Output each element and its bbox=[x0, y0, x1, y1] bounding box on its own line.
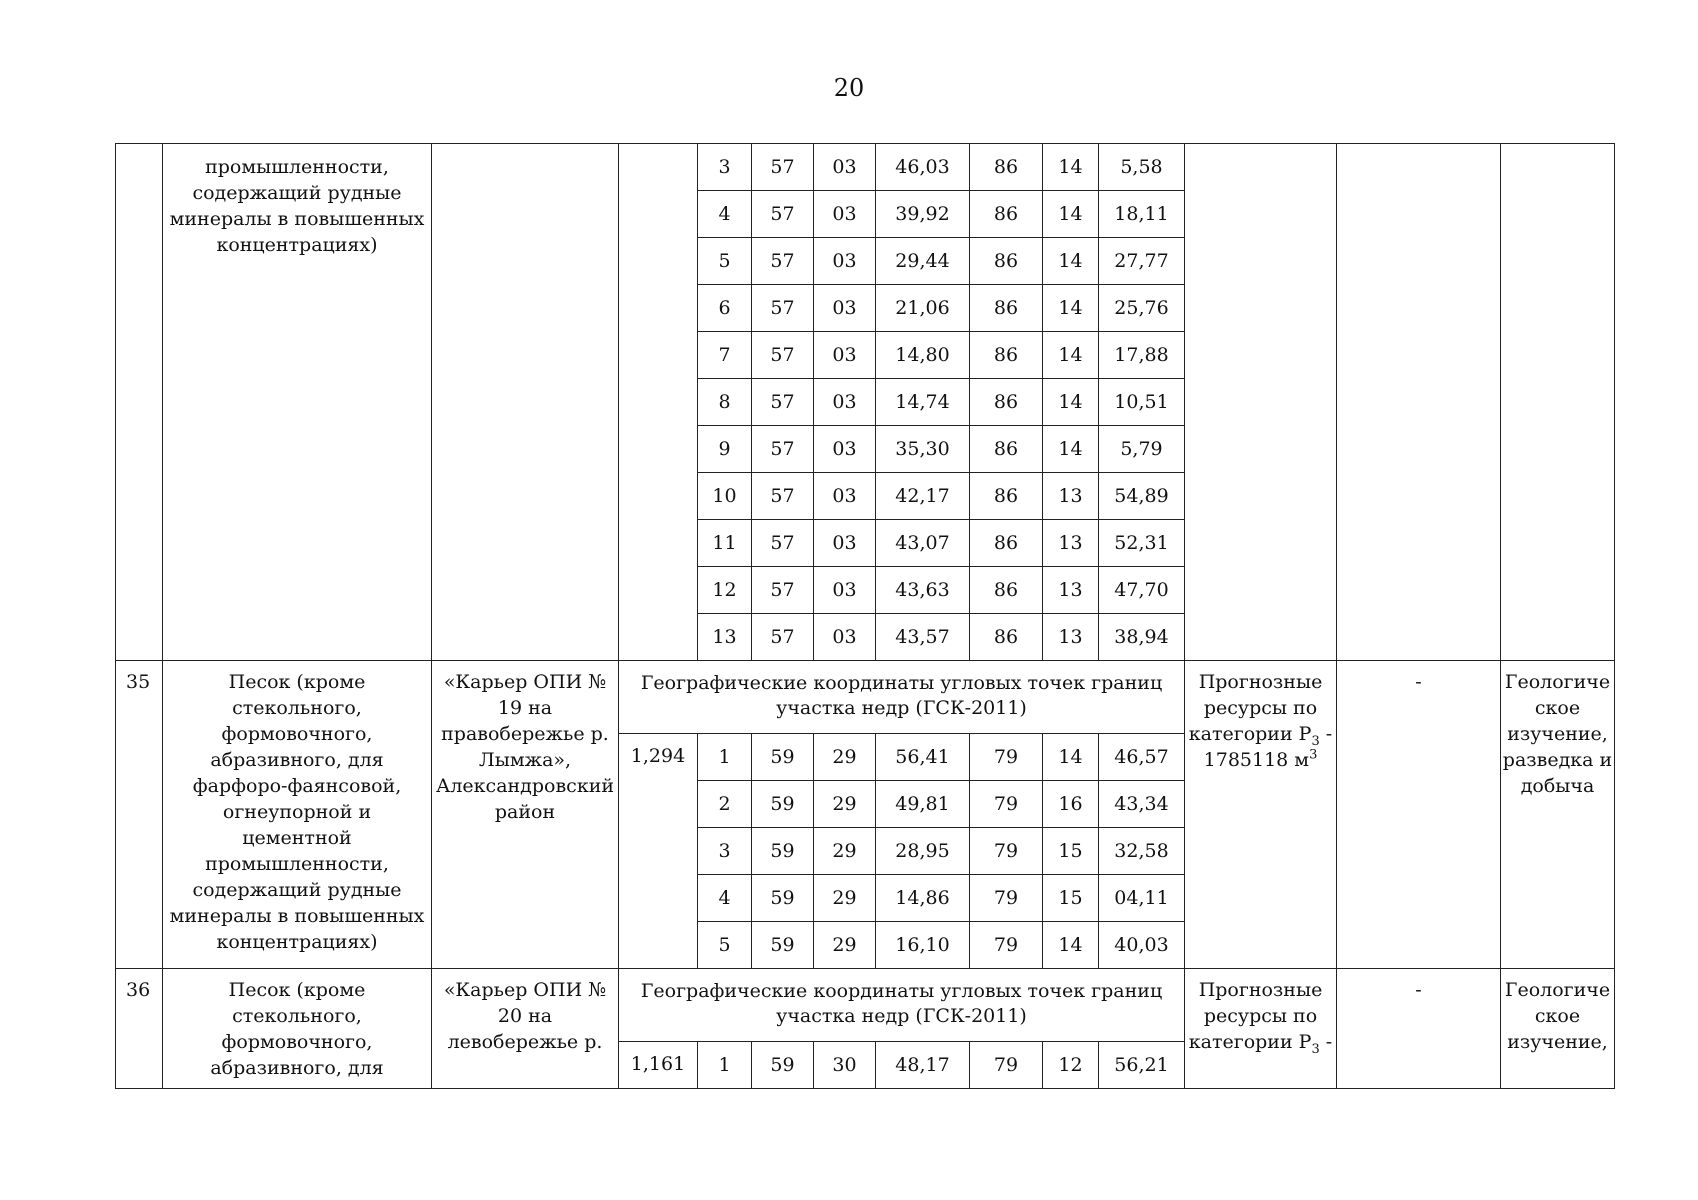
longitude-minutes-cell: 14 bbox=[1043, 426, 1099, 473]
mineral-cell: Песок (кроме стекольного, формовочного, абразивного, для bbox=[163, 969, 432, 1089]
longitude-minutes-cell: 12 bbox=[1043, 1042, 1099, 1089]
latitude-minutes-cell: 29 bbox=[814, 828, 876, 875]
table-body bbox=[116, 144, 1615, 1089]
coordinates-header-cell: Географические координаты угловых точек границ участка недр (ГСК-2011) bbox=[619, 661, 1185, 734]
latitude-seconds-cell: 16,10 bbox=[876, 922, 970, 969]
longitude-minutes-cell: 14 bbox=[1043, 332, 1099, 379]
longitude-degrees-cell: 86 bbox=[970, 285, 1043, 332]
table-row bbox=[116, 661, 1615, 734]
longitude-degrees-cell: 86 bbox=[970, 567, 1043, 614]
latitude-degrees-cell: 59 bbox=[752, 781, 814, 828]
longitude-degrees-cell: 86 bbox=[970, 144, 1043, 191]
latitude-degrees-cell: 57 bbox=[752, 614, 814, 661]
longitude-seconds-cell: 04,11 bbox=[1099, 875, 1185, 922]
latitude-degrees-cell: 57 bbox=[752, 520, 814, 567]
latitude-seconds-cell: 43,63 bbox=[876, 567, 970, 614]
resources-text: Прогнозные ресурсы по категории P bbox=[1188, 671, 1323, 745]
license-cell bbox=[1337, 144, 1501, 661]
mineral-sites-table bbox=[115, 143, 1615, 1089]
latitude-seconds-cell: 21,06 bbox=[876, 285, 970, 332]
latitude-seconds-cell: 46,03 bbox=[876, 144, 970, 191]
latitude-minutes-cell: 03 bbox=[814, 520, 876, 567]
resources-text: Прогнозные ресурсы по категории P bbox=[1188, 979, 1323, 1053]
latitude-minutes-cell: 30 bbox=[814, 1042, 876, 1089]
latitude-degrees-cell: 57 bbox=[752, 379, 814, 426]
license-cell: - bbox=[1337, 661, 1501, 969]
latitude-minutes-cell: 29 bbox=[814, 922, 876, 969]
longitude-degrees-cell: 79 bbox=[970, 828, 1043, 875]
longitude-degrees-cell: 79 bbox=[970, 922, 1043, 969]
latitude-seconds-cell: 14,86 bbox=[876, 875, 970, 922]
longitude-degrees-cell: 86 bbox=[970, 332, 1043, 379]
point-number-cell: 7 bbox=[698, 332, 752, 379]
latitude-minutes-cell: 03 bbox=[814, 332, 876, 379]
longitude-degrees-cell: 79 bbox=[970, 1042, 1043, 1089]
longitude-seconds-cell: 25,76 bbox=[1099, 285, 1185, 332]
longitude-minutes-cell: 16 bbox=[1043, 781, 1099, 828]
longitude-minutes-cell: 13 bbox=[1043, 614, 1099, 661]
latitude-degrees-cell: 59 bbox=[752, 922, 814, 969]
longitude-minutes-cell: 14 bbox=[1043, 144, 1099, 191]
longitude-seconds-cell: 56,21 bbox=[1099, 1042, 1185, 1089]
resources-cell bbox=[1185, 661, 1337, 969]
purpose-cell: Геологиче ское изучение, разведка и добыча bbox=[1501, 661, 1615, 969]
longitude-seconds-cell: 46,57 bbox=[1099, 734, 1185, 781]
coordinates-header-cell: Географические координаты угловых точек границ участка недр (ГСК-2011) bbox=[619, 969, 1185, 1042]
longitude-seconds-cell: 5,58 bbox=[1099, 144, 1185, 191]
mineral-cell: Песок (кроме стекольного, формовочного, абразивного, для фарфоро-фаянсовой, огнеупорной и цементной промышленности, содержащий рудные минералы в повышенных концентрациях) bbox=[163, 661, 432, 969]
latitude-seconds-cell: 56,41 bbox=[876, 734, 970, 781]
longitude-degrees-cell: 79 bbox=[970, 875, 1043, 922]
latitude-degrees-cell: 57 bbox=[752, 144, 814, 191]
longitude-seconds-cell: 10,51 bbox=[1099, 379, 1185, 426]
longitude-seconds-cell: 54,89 bbox=[1099, 473, 1185, 520]
table-row bbox=[116, 969, 1615, 1042]
latitude-minutes-cell: 03 bbox=[814, 426, 876, 473]
latitude-minutes-cell: 03 bbox=[814, 238, 876, 285]
latitude-minutes-cell: 29 bbox=[814, 875, 876, 922]
resources-cell bbox=[1185, 969, 1337, 1089]
latitude-seconds-cell: 49,81 bbox=[876, 781, 970, 828]
point-number-cell: 9 bbox=[698, 426, 752, 473]
latitude-minutes-cell: 03 bbox=[814, 473, 876, 520]
purpose-cell: Геологиче ское изучение, bbox=[1501, 969, 1615, 1089]
site-cell bbox=[432, 144, 619, 661]
point-number-cell: 10 bbox=[698, 473, 752, 520]
longitude-degrees-cell: 79 bbox=[970, 781, 1043, 828]
latitude-degrees-cell: 57 bbox=[752, 567, 814, 614]
latitude-seconds-cell: 42,17 bbox=[876, 473, 970, 520]
point-number-cell: 13 bbox=[698, 614, 752, 661]
longitude-degrees-cell: 86 bbox=[970, 191, 1043, 238]
latitude-seconds-cell: 28,95 bbox=[876, 828, 970, 875]
license-cell: - bbox=[1337, 969, 1501, 1089]
point-number-cell: 1 bbox=[698, 1042, 752, 1089]
longitude-seconds-cell: 17,88 bbox=[1099, 332, 1185, 379]
longitude-seconds-cell: 43,34 bbox=[1099, 781, 1185, 828]
latitude-degrees-cell: 57 bbox=[752, 473, 814, 520]
point-number-cell: 5 bbox=[698, 922, 752, 969]
longitude-seconds-cell: 5,79 bbox=[1099, 426, 1185, 473]
longitude-minutes-cell: 13 bbox=[1043, 567, 1099, 614]
latitude-degrees-cell: 57 bbox=[752, 191, 814, 238]
area-cell: 1,161 bbox=[619, 1042, 698, 1089]
latitude-minutes-cell: 03 bbox=[814, 191, 876, 238]
latitude-degrees-cell: 57 bbox=[752, 426, 814, 473]
latitude-minutes-cell: 29 bbox=[814, 734, 876, 781]
longitude-degrees-cell: 86 bbox=[970, 426, 1043, 473]
unit-superscript: 3 bbox=[1309, 747, 1318, 763]
site-cell: «Карьер ОПИ № 19 на правобережье р. Лымжа», Александровский район bbox=[432, 661, 619, 969]
point-number-cell: 1 bbox=[698, 734, 752, 781]
latitude-degrees-cell: 59 bbox=[752, 734, 814, 781]
longitude-degrees-cell: 79 bbox=[970, 734, 1043, 781]
entry-number-cell bbox=[116, 144, 163, 661]
area-cell: 1,294 bbox=[619, 734, 698, 969]
longitude-minutes-cell: 14 bbox=[1043, 922, 1099, 969]
mineral-cell: промышленности, содержащий рудные минералы в повышенных концентрациях) bbox=[163, 144, 432, 661]
entry-number-cell: 36 bbox=[116, 969, 163, 1089]
latitude-seconds-cell: 43,07 bbox=[876, 520, 970, 567]
longitude-minutes-cell: 13 bbox=[1043, 473, 1099, 520]
entry-number-cell: 35 bbox=[116, 661, 163, 969]
latitude-degrees-cell: 59 bbox=[752, 1042, 814, 1089]
latitude-degrees-cell: 57 bbox=[752, 285, 814, 332]
category-subscript: 3 bbox=[1311, 1041, 1320, 1057]
latitude-minutes-cell: 03 bbox=[814, 614, 876, 661]
longitude-minutes-cell: 14 bbox=[1043, 285, 1099, 332]
longitude-minutes-cell: 15 bbox=[1043, 875, 1099, 922]
point-number-cell: 5 bbox=[698, 238, 752, 285]
page-number: 20 bbox=[833, 74, 865, 102]
longitude-minutes-cell: 14 bbox=[1043, 379, 1099, 426]
latitude-seconds-cell: 14,80 bbox=[876, 332, 970, 379]
site-cell: «Карьер ОПИ № 20 на левобережье р. bbox=[432, 969, 619, 1089]
longitude-minutes-cell: 14 bbox=[1043, 238, 1099, 285]
longitude-degrees-cell: 86 bbox=[970, 379, 1043, 426]
longitude-minutes-cell: 15 bbox=[1043, 828, 1099, 875]
longitude-degrees-cell: 86 bbox=[970, 238, 1043, 285]
longitude-seconds-cell: 27,77 bbox=[1099, 238, 1185, 285]
longitude-seconds-cell: 47,70 bbox=[1099, 567, 1185, 614]
longitude-minutes-cell: 14 bbox=[1043, 191, 1099, 238]
longitude-seconds-cell: 32,58 bbox=[1099, 828, 1185, 875]
longitude-degrees-cell: 86 bbox=[970, 614, 1043, 661]
latitude-degrees-cell: 57 bbox=[752, 238, 814, 285]
latitude-minutes-cell: 03 bbox=[814, 379, 876, 426]
resources-cell bbox=[1185, 144, 1337, 661]
latitude-degrees-cell: 59 bbox=[752, 828, 814, 875]
point-number-cell: 2 bbox=[698, 781, 752, 828]
point-number-cell: 4 bbox=[698, 875, 752, 922]
purpose-cell bbox=[1501, 144, 1615, 661]
latitude-minutes-cell: 03 bbox=[814, 567, 876, 614]
latitude-minutes-cell: 03 bbox=[814, 144, 876, 191]
resources-amount: - 1785118 м bbox=[1203, 723, 1333, 771]
point-number-cell: 3 bbox=[698, 828, 752, 875]
longitude-minutes-cell: 13 bbox=[1043, 520, 1099, 567]
latitude-seconds-cell: 35,30 bbox=[876, 426, 970, 473]
longitude-seconds-cell: 18,11 bbox=[1099, 191, 1185, 238]
latitude-seconds-cell: 29,44 bbox=[876, 238, 970, 285]
latitude-seconds-cell: 43,57 bbox=[876, 614, 970, 661]
point-number-cell: 12 bbox=[698, 567, 752, 614]
area-cell bbox=[619, 144, 698, 661]
point-number-cell: 11 bbox=[698, 520, 752, 567]
point-number-cell: 4 bbox=[698, 191, 752, 238]
latitude-minutes-cell: 29 bbox=[814, 781, 876, 828]
point-number-cell: 3 bbox=[698, 144, 752, 191]
resources-amount: - bbox=[1319, 1031, 1333, 1053]
latitude-minutes-cell: 03 bbox=[814, 285, 876, 332]
point-number-cell: 8 bbox=[698, 379, 752, 426]
longitude-seconds-cell: 40,03 bbox=[1099, 922, 1185, 969]
latitude-seconds-cell: 39,92 bbox=[876, 191, 970, 238]
category-subscript: 3 bbox=[1311, 733, 1320, 749]
longitude-degrees-cell: 86 bbox=[970, 473, 1043, 520]
longitude-minutes-cell: 14 bbox=[1043, 734, 1099, 781]
latitude-seconds-cell: 14,74 bbox=[876, 379, 970, 426]
latitude-seconds-cell: 48,17 bbox=[876, 1042, 970, 1089]
point-number-cell: 6 bbox=[698, 285, 752, 332]
longitude-seconds-cell: 52,31 bbox=[1099, 520, 1185, 567]
longitude-degrees-cell: 86 bbox=[970, 520, 1043, 567]
latitude-degrees-cell: 57 bbox=[752, 332, 814, 379]
latitude-degrees-cell: 59 bbox=[752, 875, 814, 922]
table-row bbox=[116, 144, 1615, 191]
longitude-seconds-cell: 38,94 bbox=[1099, 614, 1185, 661]
